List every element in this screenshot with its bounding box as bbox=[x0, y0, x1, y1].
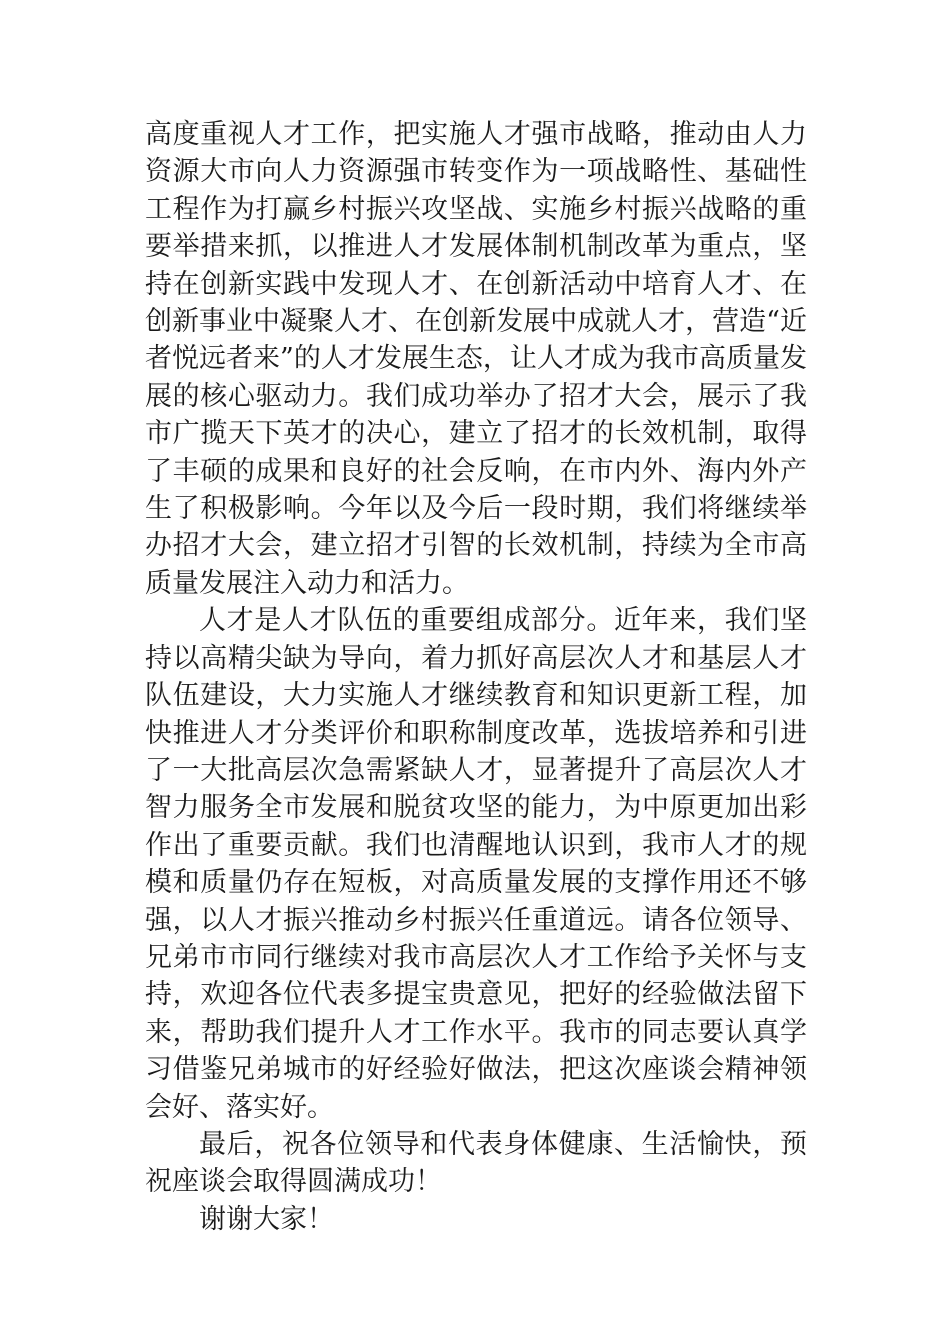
paragraph-2: 人才是人才队伍的重要组成部分。近年来，我们坚持以高精尖缺为导向，着力抓好高层次人才和基层人才队伍建设，大力实施人才继续教育和知识更新工程，加快推进人才分类评价和职称制度改革，选拔培养和引进了一大批高层次急需紧缺人才，显著提升了高层次人才智力服务全市发展和脱贫攻坚的能力，为中原更加出彩作出了重要贡献。我们也清醒地认识到，我市人才的规模和质量仍存在短板，对高质量发展的支撑作用还不够强，以人才振兴推动乡村振兴任重道远。请各位领导、兄弟市市同行继续对我市高层次人才工作给予关怀与支持，欢迎各位代表多提宝贵意见，把好的经验做法留下来，帮助我们提升人才工作水平。我市的同志要认真学习借鉴兄弟城市的好经验好做法，把这次座谈会精神领会好、落实好。 bbox=[145, 605, 807, 1123]
paragraph-1: 高度重视人才工作，把实施人才强市战略，推动由人力资源大市向人力资源强市转变作为一项战略性、基础性工程作为打赢乡村振兴攻坚战、实施乡村振兴战略的重要举措来抓，以推进人才发展体制机制改革为重点，坚持在创新实践中发现人才、在创新活动中培育人才、在创新事业中凝聚人才、在创新发展中成就人才，营造“近者悦远者来”的人才发展生态，让人才成为我市高质量发展的核心驱动力。我们成功举办了招才大会，展示了我市广揽天下英才的决心，建立了招才的长效机制，取得了丰硕的成果和良好的社会反响，在市内外、海内外产生了积极影响。今年以及今后一段时期，我们将继续举办招才大会，建立招才引智的长效机制，持续为全市高质量发展注入动力和活力。 bbox=[145, 119, 807, 599]
paragraph-3: 最后，祝各位领导和代表身体健康、生活愉快，预祝座谈会取得圆满成功！ bbox=[145, 1128, 807, 1198]
document-body bbox=[145, 116, 807, 1238]
closing-thanks: 谢谢大家！ bbox=[199, 1203, 334, 1235]
